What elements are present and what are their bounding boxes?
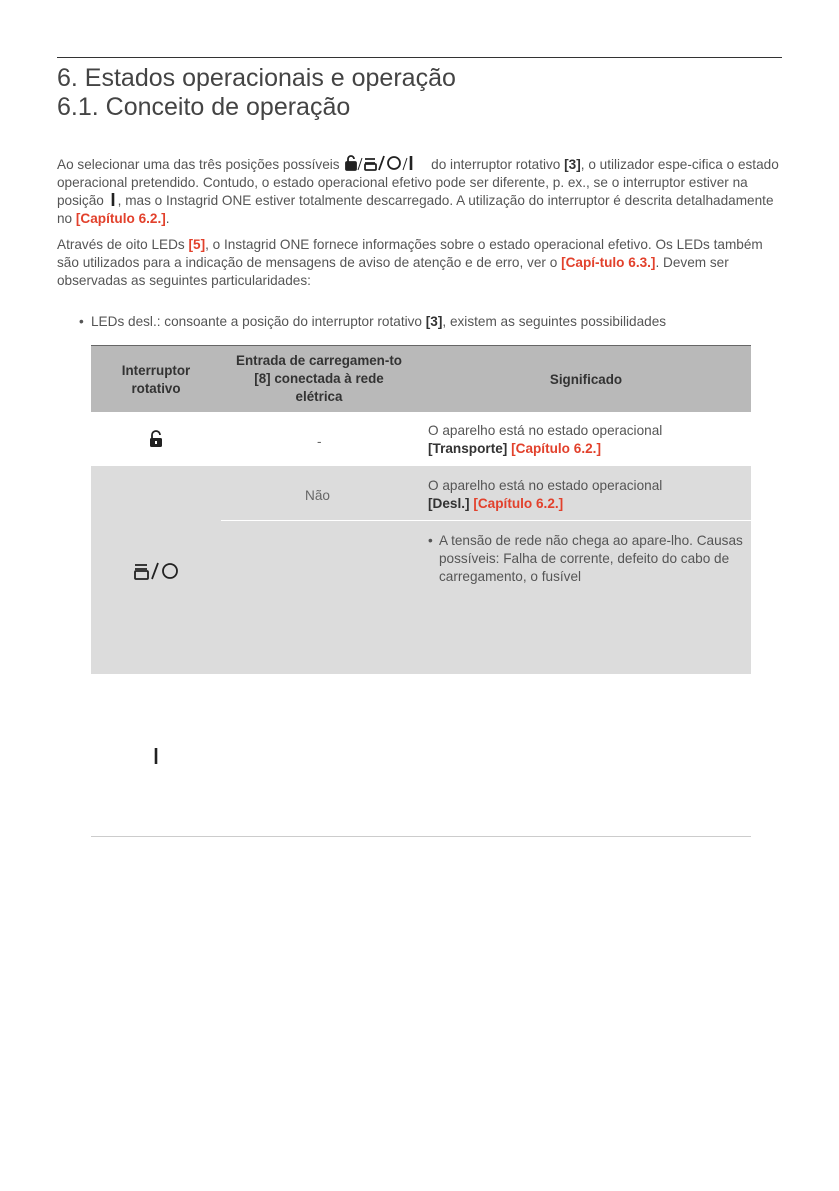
intro-p1-end: . [165, 211, 170, 226]
row1-charging-value: - [317, 434, 322, 449]
intro-p1-text-b: do interruptor rotativo [431, 157, 561, 172]
title-line-1: 6. Estados operacionais e operação [57, 64, 456, 92]
bullet-ref-3: [3] [425, 314, 443, 329]
intro-p2-text-b: , o Instagrid ONE fornece informações sobre o estado operacional efetivo. Os LEDs também são utilizados para a indicação de mensagens de aviso de atenção e de erro, ver o [57, 237, 763, 270]
on-position-icon [108, 192, 118, 207]
led-bullet [79, 313, 666, 331]
table-row [91, 674, 751, 837]
row1-meaning-text: O aparelho está no estado operacional [428, 423, 663, 438]
intro-paragraph-1 [57, 155, 783, 228]
intro-p2-text-c: . Devem ser observadas as seguintes particularidades: [57, 255, 729, 288]
row2-charging-value: Não [305, 488, 330, 503]
header-meaning: Significado [549, 372, 623, 387]
on-position-icon [152, 747, 160, 765]
table-row [91, 412, 751, 466]
title-line-2: 6.1. Conceito de operação [57, 93, 351, 121]
top-rule [57, 57, 782, 58]
row2-state: [Desl.] [428, 496, 470, 511]
row2-meaning [428, 477, 743, 513]
row1-chapter-link[interactable]: [Capítulo 6.2.] [511, 441, 601, 456]
row2-divider [221, 520, 751, 521]
row1-meaning [428, 422, 743, 458]
row2-bullet-dot: • [428, 533, 433, 548]
intro-paragraph-2 [57, 236, 783, 290]
intro-p1-text-d: , mas o Instagrid ONE estiver totalmente descarregado. A utilização do interruptor é descrita detalhadamente no [57, 193, 774, 226]
row1-state: [Transporte] [428, 441, 508, 456]
header-charging-input: Entrada de carregamen-to [8] conectada à rede elétrica [236, 353, 402, 404]
charge-off-icon [133, 561, 181, 581]
intro-p1-text-a: Ao selecionar uma das três posições possíveis [57, 157, 340, 172]
intro-p2-text-a: Através de oito LEDs [57, 237, 185, 252]
page-title [57, 64, 456, 122]
bullet-dot: • [79, 314, 84, 329]
table-header [91, 345, 751, 413]
row2-cause-text: A tensão de rede não chega ao apare-lho. Causas possíveis: Falha de corrente, defeito do cabo de carregamento, o fusível [439, 533, 743, 584]
ref-5-link[interactable]: [5] [188, 237, 206, 252]
ref-3: [3] [564, 157, 581, 172]
chapter-6-2-link[interactable]: [Capítulo 6.2.] [75, 211, 166, 226]
bullet-text-b: , existem as seguintes possibilidades [442, 314, 667, 329]
bullet-text-a: LEDs desl.: consoante a posição do interruptor rotativo [91, 314, 422, 329]
lock-icon [148, 430, 164, 448]
header-rotary-switch: Interruptor rotativo [121, 363, 191, 396]
row2-chapter-link[interactable]: [Capítulo 6.2.] [473, 496, 564, 511]
switch-positions-icon [343, 155, 427, 171]
intro-p1-text-c: , o utilizador espe-cifica o estado operacional pretendido. Contudo, o estado operacional efetivo pode ser diferente, p. ex., se o interruptor estiver na posição [57, 157, 779, 208]
table-row [91, 466, 751, 674]
chapter-6-3-link[interactable]: [Capí-tulo 6.3.] [561, 255, 656, 270]
row2-meaning-text: O aparelho está no estado operacional [428, 478, 663, 493]
